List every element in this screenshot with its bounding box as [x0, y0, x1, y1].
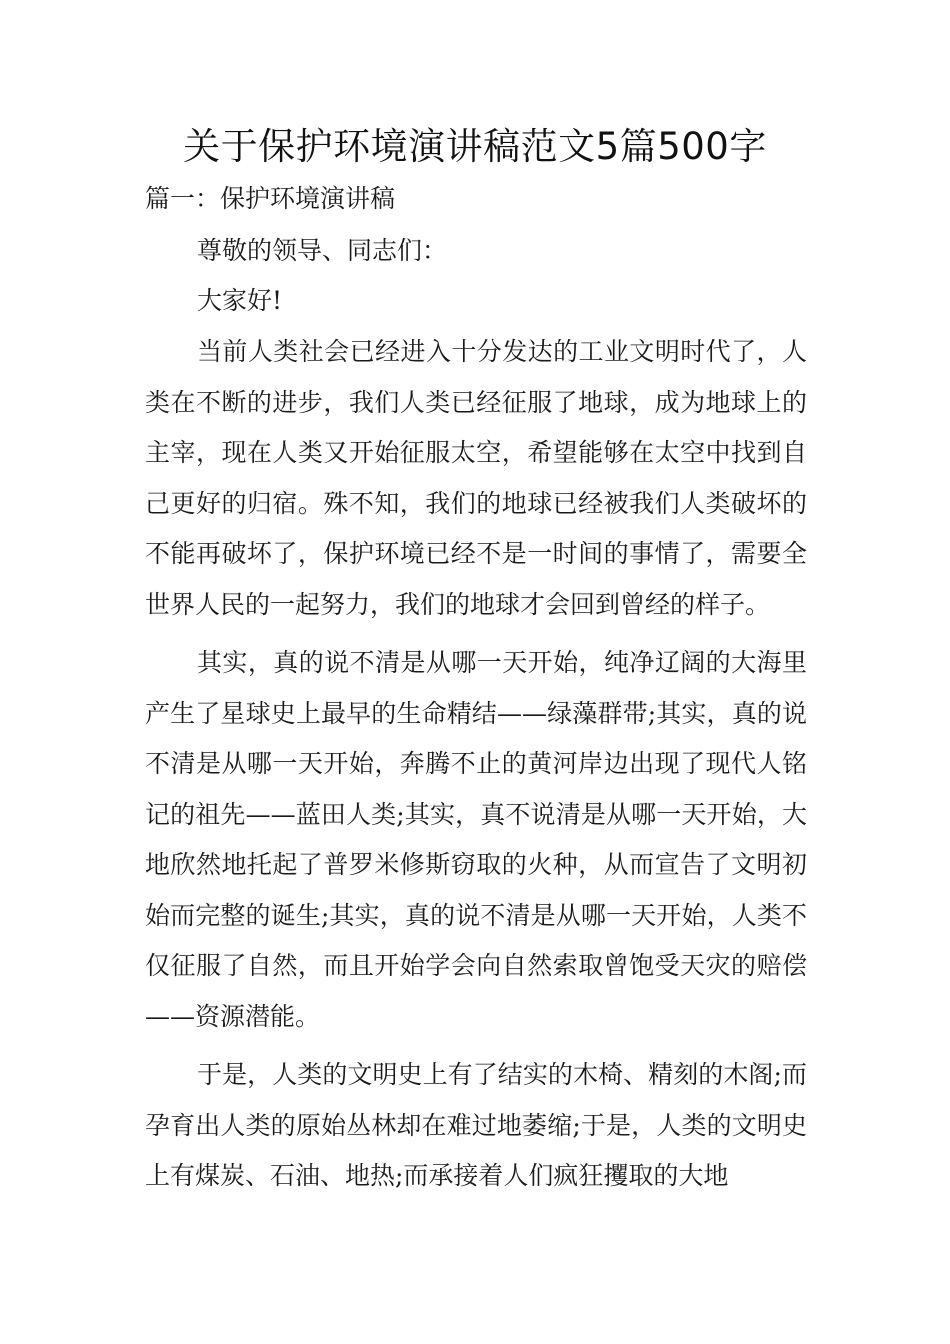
salutation: 尊敬的领导、同志们：: [197, 236, 448, 265]
speech-body: [145, 327, 807, 1210]
document-title: 关于保护环境演讲稿范文5篇500字: [183, 125, 767, 168]
greeting-line: 大家好!: [197, 286, 283, 315]
paragraph: 当前人类社会已经进入十分发达的工业文明时代了，人类在不断的进步，我们人类已经征服了地球，成为地球上的主宰，现在人类又开始征服太空，希望能够在太空中找到自己更好的归宿。殊不知，我们的地球已经被我们人类破坏的不能再破坏了，保护环境已经不是一时间的事情了，需要全世界人民的一起努力，我们的地球才会回到曾经的样子。: [145, 337, 807, 619]
section-heading: 篇一：保护环境演讲稿: [145, 184, 396, 213]
paragraph: 其实，真的说不清是从哪一天开始，纯净辽阔的大海里产生了星球史上最早的生命精结——绿藻群带;其实，真的说不清是从哪一天开始，奔腾不止的黄河岸边出现了现代人铭记的祖先——蓝田人类;其实，真不说清是从哪一天开始，大地欣然地托起了普罗米修斯窃取的火种，从而宣告了文明初始而完整的诞生;其实，真的说不清是从哪一天开始，人类不仅征服了自然，而且开始学会向自然索取曾饱受天灾的赔偿——资源潜能。: [145, 648, 807, 1031]
paragraph: 于是，人类的文明史上有了结实的木椅、精刻的木阁;而孕育出人类的原始丛林却在难过地萎缩;于是，人类的文明史上有煤炭、石油、地热;而承接着人们疯狂攫取的大地: [145, 1060, 807, 1190]
